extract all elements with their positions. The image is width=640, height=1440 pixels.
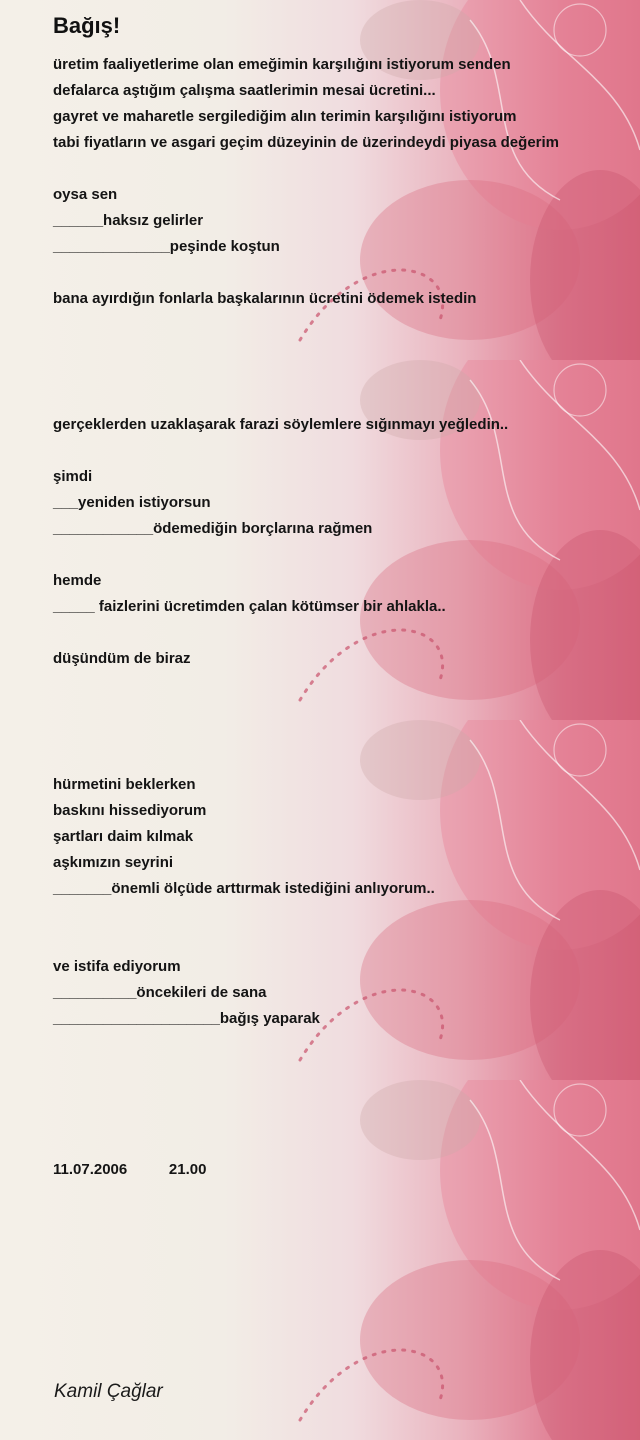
poem-date-time: 11.07.2006 21.00 [53,1161,207,1178]
poem-line: ve istifa ediyorum [53,958,181,975]
poem-line: ______haksız gelirler [53,212,204,229]
poem-line: _______önemli ölçüde arttırmak istediğini anlıyorum.. [53,880,435,897]
poem-line: _____ faizlerini ücretimden çalan kötümser bir ahlakla.. [53,598,446,615]
poem-line: oysa sen [53,186,118,203]
poem-line: ____________ödemediğin borçlarına rağmen [53,520,373,537]
poem-line: defalarca aştığım çalışma saatlerimin mesai ücretini... [53,82,436,99]
poem-line: hemde [53,572,102,589]
poem-line: şartları daim kılmak [53,828,194,845]
poem-line: hürmetini beklerken [53,776,196,793]
poem-line: gerçeklerden uzaklaşarak farazi söylemlere sığınmayı yeğledin.. [53,416,509,433]
poem-line: düşündüm de biraz [53,650,191,667]
poem-title: Bağış! [53,13,121,38]
poem-line: bana ayırdığın fonlarla başkalarının ücretini ödemek istedin [53,290,477,307]
poem-line: tabi fiyatların ve asgari geçim düzeyinin de üzerindeydi piyasa değerim [53,134,560,151]
poem-line: ___yeniden istiyorsun [53,494,211,511]
poem-line: ______________peşinde koştun [53,238,280,255]
poem-line: baskını hissediyorum [53,802,207,819]
poem-line: __________öncekileri de sana [53,984,267,1001]
poem-line: aşkımızın seyrini [53,854,174,871]
poem-line: gayret ve maharetle sergilediğim alın terimin karşılığını istiyorum [53,108,517,125]
poem-line: şimdi [53,468,93,485]
poem-line: ____________________bağış yaparak [53,1010,320,1027]
poem-author: Kamil Çağlar [54,1381,163,1402]
poem-line: üretim faaliyetlerime olan emeğimin karşılığını istiyorum senden [53,56,511,73]
